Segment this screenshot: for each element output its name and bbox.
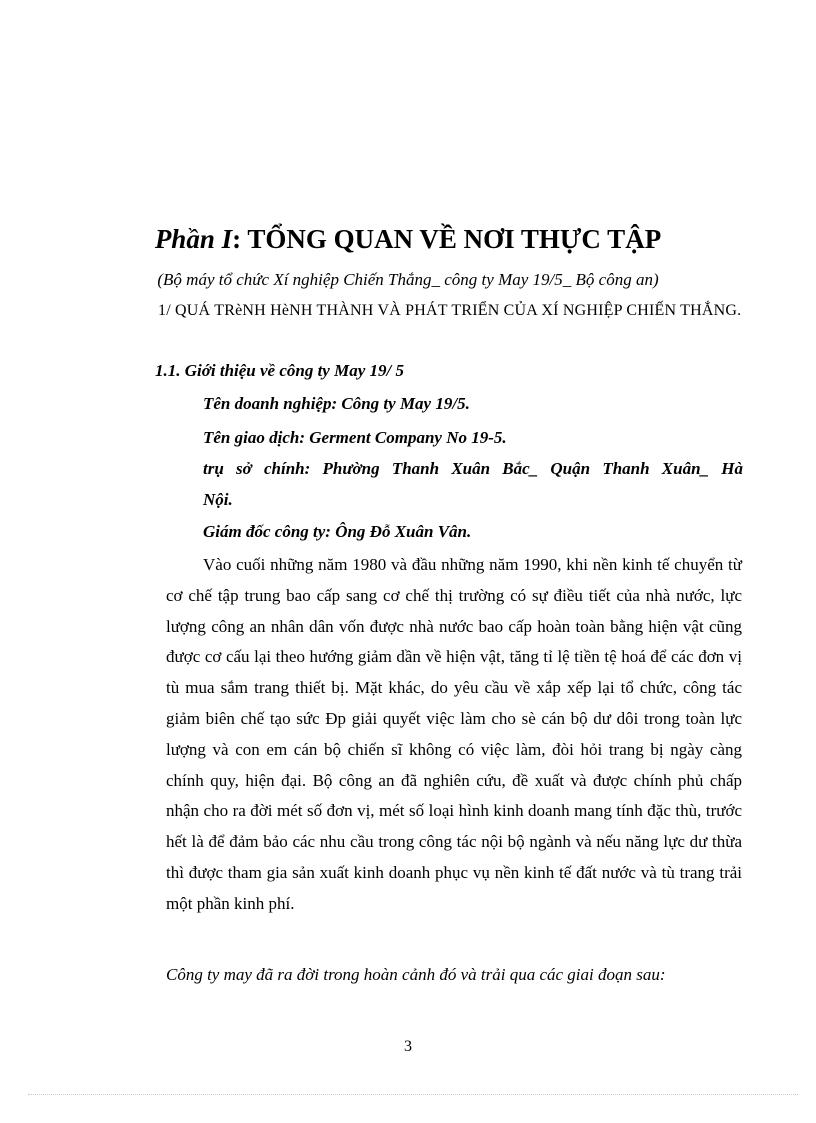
subsection-heading: 1.1. Giới thiệu về công ty May 19/ 5 (155, 361, 404, 380)
closing-line: Công ty may đã ra đời trong hoàn cảnh đó và trải qua các giai đoạn sau: (166, 965, 666, 984)
page-number: 3 (404, 1038, 412, 1055)
title-prefix: Phần I (154, 224, 233, 254)
section-heading: 1/ QUÁ TRèNH HèNH THÀNH VÀ PHÁT TRIỂN CỦA XÍ NGHIỆP CHIẾN THẮNG. (158, 302, 742, 319)
subtitle: (Bộ máy tổ chức Xí nghiệp Chiến Thắng_ công ty May 19/5_ Bộ công an) (157, 270, 659, 289)
title-main: TỔNG QUAN VỀ NƠI THỰC TẬP (247, 224, 662, 254)
trade-name: Tên giao dịch: Germent Company No 19-5. (203, 428, 507, 447)
headquarters-line2: Nội. (203, 490, 233, 509)
company-name: Tên doanh nghiệp: Công ty May 19/5. (203, 394, 470, 413)
title-colon: : (232, 224, 248, 254)
body-paragraph: Vào cuối những năm 1980 và đầu những năm 1990, khi nền kinh tế chuyển từ cơ chế tập trung bao cấp sang cơ chế thị trường có sự điều tiết của nhà nước, lực lượng công an nhân dân vốn được nhà nước bao cấp hoàn toàn bằng hiện vật cũng được cơ cấu lại theo hướng giảm dần về hiện vật, tăng tỉ lệ tiền tệ hoá để các đơn vị tù mua sắm trang thiết bị. Mặt khác, do yêu cầu về xắp xếp lại tổ chức, công tác giảm biên chế tạo sức Ðp giải quyết việc làm cho sè cán bộ dư dôi trong toàn lực lượng và con em cán bộ chiến sĩ không có việc làm, đòi hỏi trang bị ngày càng chính quy, hiện đại. Bộ công an đã nghiên cứu, đề xuất và được chính phủ chấp nhận cho ra đời mét số đơn vị, mét số loại hình kinh doanh mang tính đặc thù, trước hết là để đảm bảo các nhu cầu trong công tác nội bộ ngành và nếu năng lực dư thừa thì được tham gia sản xuất kinh doanh phục vụ nền kinh tế đất nước và tù trang trải một phần kinh phí. (166, 555, 742, 913)
page-title (0, 224, 816, 255)
headquarters-line1: trụ sở chính: Phường Thanh Xuân Bắc_ Quận Thanh Xuân_ Hà (203, 459, 743, 478)
page-bottom-divider (28, 1094, 798, 1095)
director: Giám đốc công ty: Ông Đỗ Xuân Vân. (203, 522, 472, 541)
